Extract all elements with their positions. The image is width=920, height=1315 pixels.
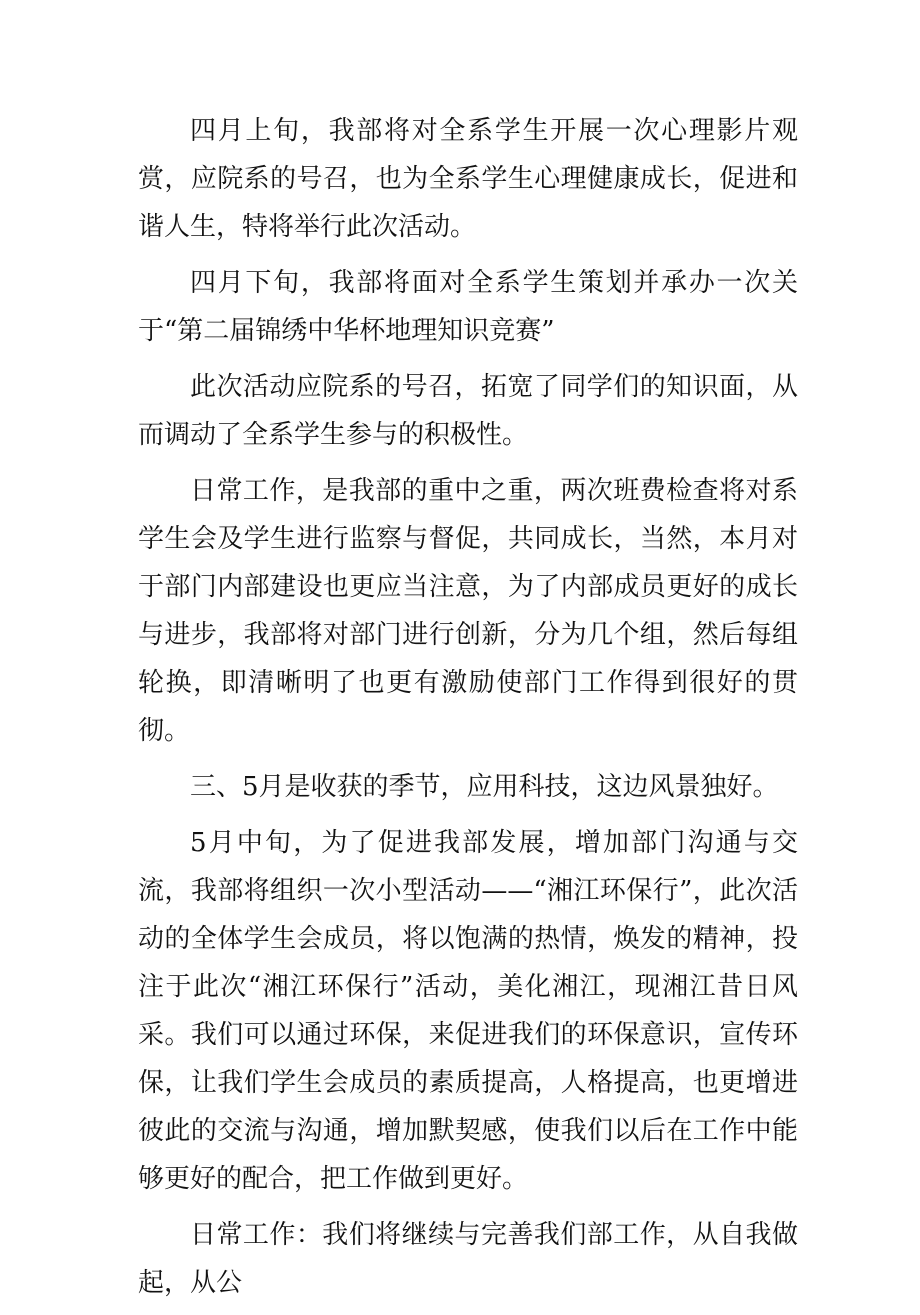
paragraph-daily-work-continued: 日常工作：我们将继续与完善我们部工作，从自我做起，从公: [138, 1220, 798, 1298]
paragraph-april-early: 四月上旬，我部将对全系学生开展一次心理影片观赏，应院系的号召，也为全系学生心理健康成长，促进和谐人生，特将举行此次活动。: [138, 116, 798, 242]
paragraph-activity-purpose: 此次活动应院系的号召，拓宽了同学们的知识面，从而调动了全系学生参与的积极性。: [138, 372, 798, 450]
paragraph-section-three-heading: 三、5月是收获的季节，应用科技，这边风景独好。: [190, 772, 779, 802]
paragraph-daily-work: 日常工作，是我部的重中之重，两次班费检查将对系学生会及学生进行监察与督促，共同成长，当然，本月对于部门内部建设也更应当注意，为了内部成员更好的成长与进步，我部将对部门进行创新，分为几个组，然后每组轮换，即清晰明了也更有激励使部门工作得到很好的贯彻。: [138, 476, 798, 746]
document-body: [138, 107, 798, 1315]
paragraph-april-late: 四月下旬，我部将面对全系学生策划并承办一次关于“第二届锦绣中华杯地理知识竞赛”: [138, 268, 798, 346]
paragraph-may-mid: 5月中旬，为了促进我部发展，增加部门沟通与交流，我部将组织一次小型活动——“湘江环保行”，此次活动的全体学生会成员，将以饱满的热情，焕发的精神，投注于此次“湘江环保行”活动，美化湘江，现湘江昔日风采。我们可以通过环保，来促进我们的环保意识，宣传环保，让我们学生会成员的素质提高，人格提高，也更增进彼此的交流与沟通，增加默契感，使我们以后在工作中能够更好的配合，把工作做到更好。: [138, 828, 798, 1194]
